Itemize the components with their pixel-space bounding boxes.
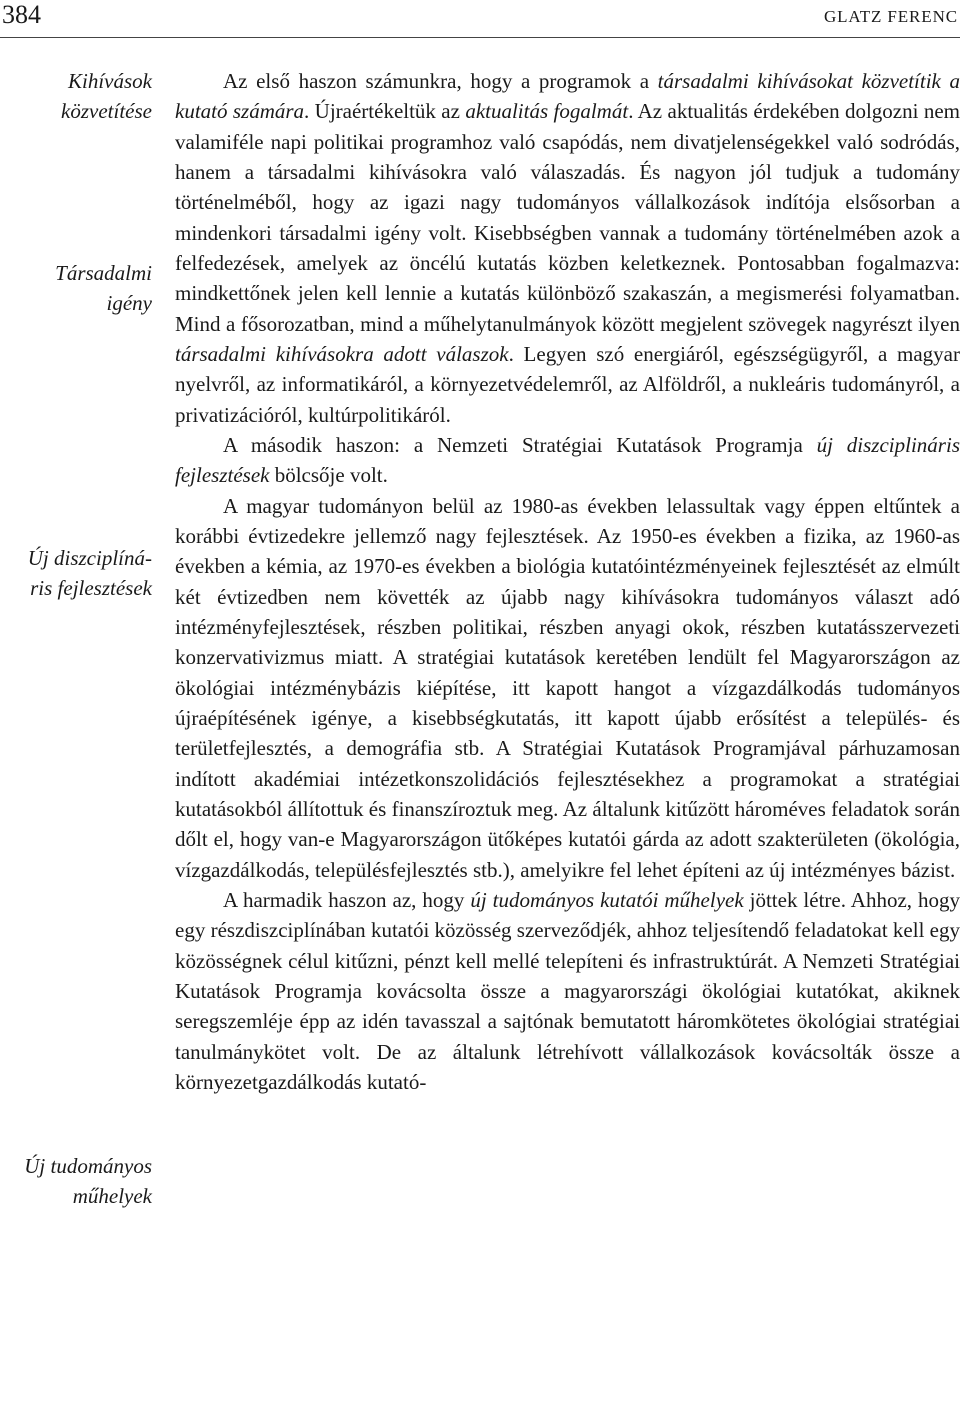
- header-rule: [0, 37, 960, 38]
- italic-text: új diszciplináris fejlesztések: [175, 432, 960, 488]
- body-text-run: bölcsője volt.: [269, 463, 388, 488]
- body-text-run: . Újraértékeltük az: [304, 99, 466, 124]
- running-head-author: GLATZ FERENC: [823, 7, 958, 26]
- paragraph-first-benefit: [175, 66, 960, 430]
- margin-note-social-demand: Társadalmi igény: [55, 261, 152, 315]
- body-text-run: jöttek létre. Ahhoz, hogy egy részdiszciplínában kutatói közösség szerveződjék, ahhoz teljesítendő feladatokat kell egy közösségnek célul kitűzni, pénzt kell mellé telepíteni és infrastruktúrát. A Nemzeti Stratégiai Kutatások Programja kovácsolta össze a magyarországi ökológiai kutatókat, akiknek seregszemléje épp az idén tavasszal a sajtónak bemutatott háromkötetes ökológiai stratégiai tanulmánykötet volt. De az általunk létrehívott vállalkozások kovácsolták össze a környezetgazdálkodás kutató-: [175, 887, 960, 1094]
- paragraph-second-benefit: [175, 430, 960, 491]
- margin-note-disciplinary-development: Új diszciplíná- ris fejlesztések: [27, 546, 152, 600]
- italic-text: új tudományos kutatói műhelyek: [470, 887, 744, 912]
- body-text-run: . Az aktualitás érdekében dolgozni nem valamiféle napi politikai programhoz való csapódás, nem divatjelenségekkel való sodródás, hanem a társadalmi kihívásokra való válaszadás. És nagyon jól tudjuk a tudomány történelméből, hogy az igazi nagy tudományos vállalkozások indítója elsősorban a mindenkori társadalmi igény volt. Kisebbségben vannak a tudomány történelmében azok a felfedezések, amelyek az öncélú kutatás közben keletkeznek. Pontosabban fogalmazva: mindkettőnek jelen kell lennie a kutatás különböző szakaszán, a megismerési folyamatban. Mind a fősorozatban, mind a műhelytanulmányok között megjelent szövegek nagyrészt ilyen: [175, 99, 960, 336]
- italic-text: társadalmi kihívásokat közvetítik a kutató számára: [175, 69, 960, 124]
- body-text-run: A második haszon: a Nemzeti Stratégiai Kutatások Programja: [223, 432, 817, 457]
- body-text: [175, 66, 960, 1097]
- paragraph-developments: [175, 491, 960, 885]
- body-text-run: Az első haszon számunkra, hogy a programok a: [223, 69, 658, 93]
- paragraph-third-benefit: [175, 885, 960, 1097]
- running-head: [0, 0, 960, 36]
- body-text-run: . Legyen szó energiáról, egészségügyről, a magyar nyelvről, az informatikáról, a környezetvédelemről, az Alföldről, a nukleáris tudományról, a privatizációról, kultúrpolitikáról.: [175, 341, 960, 427]
- italic-text: aktualitás fogalmát: [465, 99, 629, 124]
- body-text-run: A harmadik haszon az, hogy: [223, 887, 471, 912]
- body-text-run: A magyar tudományon belül az 1980-as években lelassultak vagy éppen eltűntek a korábbi évtizedekre jellemző nagy fejlesztések. Az 1950-es években a fizika, az 1960-as években a kémia, az 1970-es években a biológia kutatóintézményeinek fejlesztését az elmúlt két évtizedben nem követték az újabb nagy kihívásokra tudományos választ adó intézményfejlesztések, részben politikai, részben anyagi okok, részben kutatásszervezeti konzervativizmus miatt. A stratégiai kutatások keretében lendült fel Magyarországon az ökológiai intézménybázis kiépítése, itt kapott hangot a vízgazdálkodás tudományos újraépítésének igénye, a kisebbségkutatás, itt kapott újabb erősítést a település- és területfejlesztés, a demográfia stb. A Stratégiai Kutatások Programjával párhuzamosan indított akadémiai intézetkonszolidációs fejlesztésekhez a programokat a stratégiai kutatásokból állítottuk és finanszíroztuk meg. Az általunk kitűzött hároméves feladatok során dőlt el, hogy van-e Magyarországon ütőképes kutatói gárda az adott szakterületen (ökológia, vízgazdálkodás, településfejlesztés stb.), amelyikre fel lehet építeni az új intézményes bázist.: [175, 493, 960, 882]
- margin-note-research-workshops: Új tudományos műhelyek: [24, 1154, 152, 1208]
- page-number: 384: [2, 0, 41, 29]
- italic-text: társadalmi kihívásokra adott válaszok: [175, 341, 509, 366]
- margin-note-challenges: Kihívások közvetítése: [61, 69, 152, 123]
